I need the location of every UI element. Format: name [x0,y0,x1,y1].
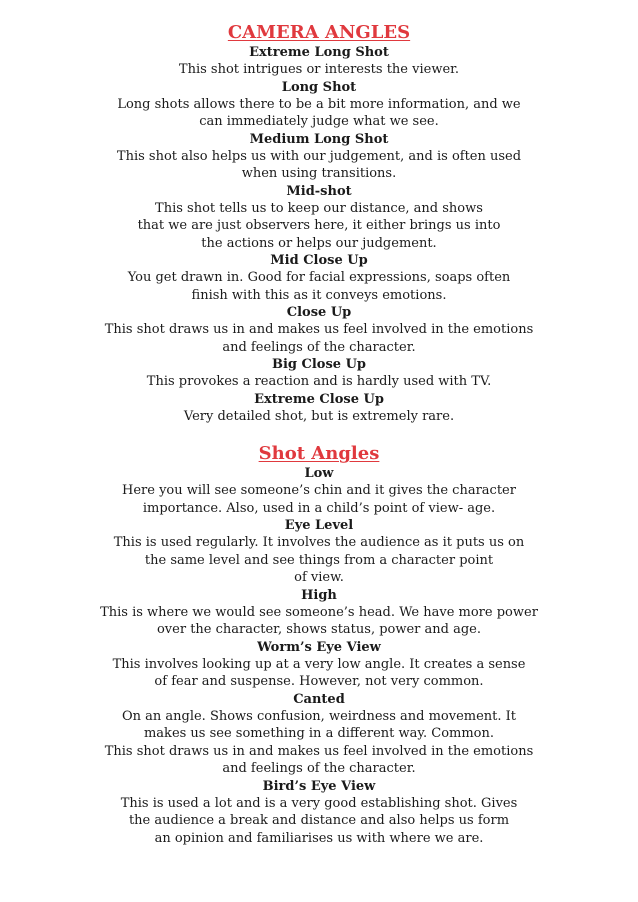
shot-entry [0,356,638,391]
shot-entry [0,304,638,356]
shot-heading: Close Up [286,305,352,320]
shot-angles-title: Shot Angles [258,443,380,464]
shot-angles-title-wrap [0,443,638,465]
description-line: over the character, shows status, power and age. [156,622,482,637]
shot-description [0,200,638,253]
camera-angles-title: CAMERA ANGLES [227,22,411,43]
shot-heading: Low [304,466,334,481]
shot-description [0,321,638,356]
shot-heading: Big Close Up [271,357,367,372]
shot-heading: Extreme Close Up [254,391,384,407]
shot-heading: Long Shot [281,79,357,95]
description-line: This is used a lot and is a very good establishing shot. Gives [120,795,518,811]
shot-heading: Eye Level [284,518,354,533]
description-line: On an angle. Shows confusion, weirdness and movement. It [121,708,517,724]
description-line: Very detailed shot, but is extremely rare. [183,408,455,424]
shot-entry [0,79,638,131]
description-line: Here you will see someone’s chin and it gives the character [122,483,516,498]
description-line: Long shots allows there to be a bit more information, and we [117,96,521,112]
description-line: This provokes a reaction and is hardly used with TV. [146,374,492,389]
description-line: when using transitions. [241,166,397,181]
description-line: and feelings of the character. [222,761,416,776]
description-line: the audience a break and distance and also helps us form [128,813,510,828]
shot-description [0,604,638,639]
description-line: This shot draws us in and makes us feel involved in the emotions [104,322,534,337]
description-line: This shot draws us in and makes us feel involved in the emotions [104,743,534,759]
description-line: This involves looking up at a very low angle. It creates a sense [112,656,526,672]
description-line: This is used regularly. It involves the audience as it puts us on [113,535,525,550]
shot-entry [0,691,638,778]
shot-heading: Worm’s Eye View [257,639,381,655]
shot-description [0,408,638,426]
shot-description [0,534,638,587]
description-line: finish with this as it conveys emotions. [191,287,447,303]
shot-description [0,482,638,517]
shot-description [0,656,638,691]
description-line: and feelings of the character. [222,339,416,355]
shot-description [0,148,638,183]
shot-angles-list [0,465,638,847]
shot-heading: Medium Long Shot [249,131,389,147]
camera-angles-list [0,44,638,425]
shot-description [0,96,638,131]
description-line: of view. [294,570,344,585]
description-line: You get drawn in. Good for facial expressions, soaps often [127,270,511,285]
shot-description [0,708,638,778]
description-line: This shot intrigues or interests the viewer. [178,62,460,77]
shot-entry [0,252,638,304]
shot-entry [0,131,638,183]
description-line: importance. Also, used in a child’s point of view- age. [142,500,496,516]
shot-description [0,795,638,848]
shot-heading: Bird’s Eye View [262,778,376,794]
description-line: can immediately judge what we see. [199,114,439,129]
description-line: This shot also helps us with our judgement, and is often used [116,148,522,164]
description-line: that we are just observers here, it either brings us into [137,218,501,233]
description-line: the actions or helps our judgement. [201,235,437,251]
description-line: the same level and see things from a character point [144,552,494,568]
shot-heading: Canted [293,691,345,707]
shot-description [0,269,638,304]
shot-entry [0,517,638,587]
shot-entry [0,391,638,426]
description-line: This is where we would see someone’s head. We have more power [100,604,538,620]
shot-entry [0,183,638,253]
shot-description [0,373,638,391]
shot-heading: Extreme Long Shot [249,45,389,60]
shot-entry [0,639,638,691]
camera-angles-title-wrap [0,22,638,44]
shot-entry [0,587,638,639]
shot-entry [0,44,638,79]
shot-entry [0,778,638,848]
shot-description [0,61,638,79]
shot-heading: High [301,587,337,603]
shot-heading: Mid-shot [286,183,352,199]
shot-entry [0,465,638,517]
description-line: This shot tells us to keep our distance, and shows [155,200,483,216]
description-line: an opinion and familiarises us with where we are. [154,830,484,846]
description-line: makes us see something in a different way. Common. [143,726,495,741]
shot-heading: Mid Close Up [270,253,368,268]
description-line: of fear and suspense. However, not very common. [154,674,484,689]
